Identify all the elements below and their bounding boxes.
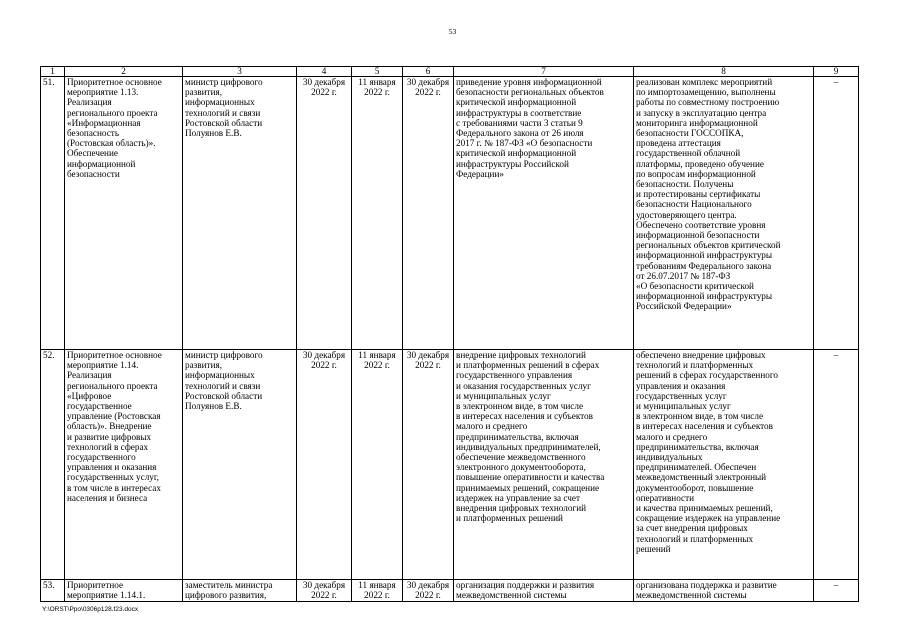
col-header: 6 [403,67,454,77]
reason-cell: – [814,350,859,580]
end-date-cell: 30 декабря 2022 г. [403,350,454,580]
col-header: 2 [65,67,183,77]
plan-date-cell: 30 декабря 2022 г. [297,350,352,580]
start-date-cell: 11 января 2022 г. [352,580,403,602]
row-number: 53. [41,580,65,602]
table-row [41,77,859,350]
responsible-cell: министр цифрового развития, информационных технологий и связи Ростовской области Полуянов Е.В. [183,77,297,350]
header-row [41,67,859,77]
row-number: 51. [41,77,65,350]
actual-result-cell: организована поддержка и развитие межведомственной системы [634,580,814,602]
measure-cell: Приоритетное основное мероприятие 1.14. Реализация регионального проекта «Цифровое государственное управление (Ростовская область)». Внедрение и развитие цифровых технологий в сферах государственного управления и оказания государственных услуг, в том числе в интересах населения и бизнеса [65,350,183,580]
report-table [40,66,859,602]
plan-date-cell: 30 декабря 2022 г. [297,77,352,350]
table-row [41,580,859,602]
file-path-footer: Y:\ORST\Ppo\0306p128.f23.docx [42,606,139,613]
expected-result-cell: организация поддержки и развития межведомственной системы [454,580,634,602]
end-date-cell: 30 декабря 2022 г. [403,580,454,602]
actual-result-cell: реализован комплекс мероприятий по импортозамещению, выполнены работы по совместному построению и запуску в эксплуатацию центра мониторинга информационной безопасности ГОССОПКА, проведена аттестация государственной облачной платформы, проведено обучение по вопросам информационной безопасности. Получены и протестированы сертификаты безопасности Национального удостоверяющего центра. Обеспечено соответствие уровня информационной безопасности региональных объектов критической информационной инфраструктуры требованиям Федерального закона от 26.07.2017 № 187-ФЗ «О безопасности критической информационной инфраструктуры Российской Федерации» [634,77,814,350]
plan-date-cell: 30 декабря 2022 г. [297,580,352,602]
expected-result-cell: приведение уровня информационной безопасности региональных объектов критической информационной инфраструктуры в соответствие с требованиями части 3 статьи 9 Федерального закона от 26 июля 2017 г. № 187-ФЗ «О безопасности критической информационной инфраструктуры Российской Федерации» [454,77,634,350]
start-date-cell: 11 января 2022 г. [352,350,403,580]
col-header: 4 [297,67,352,77]
end-date-cell: 30 декабря 2022 г. [403,77,454,350]
col-header: 8 [634,67,814,77]
col-header: 5 [352,67,403,77]
reason-cell: – [814,77,859,350]
col-header: 1 [41,67,65,77]
col-header: 3 [183,67,297,77]
responsible-cell: министр цифрового развития, информационных технологий и связи Ростовской области Полуянов Е.В. [183,350,297,580]
row-number: 52. [41,350,65,580]
actual-result-cell: обеспечено внедрение цифровых технологий и платформенных решений в сферах государственного управления и оказания государственных услуг и муниципальных услуг в электронном виде, в том числе в интересах населения и субъектов малого и среднего предпринимательства, включая индивидуальных предпринимателей. Обеспечен межведомственный электронный документооборот, повышение оперативности и качества принимаемых решений, сокращение издержек на управление за счет внедрения цифровых технологий и платформенных решений [634,350,814,580]
measure-cell: Приоритетное основное мероприятие 1.13. Реализация регионального проекта «Информационная безопасность (Ростовская область)». Обеспечение информационной безопасности [65,77,183,350]
expected-result-cell: внедрение цифровых технологий и платформенных решений в сферах государственного управления и оказания государственных услуг и муниципальных услуг в электронном виде, в том числе в интересах населения и субъектов малого и среднего предпринимательства, включая индивидуальных предпринимателей, обеспечение межведомственного электронного документооборота, повышение оперативности и качества принимаемых решений, сокращение издержек на управление за счет внедрения цифровых технологий и платформенных решений [454,350,634,580]
table-row [41,350,859,580]
responsible-cell: заместитель министра цифрового развития, [183,580,297,602]
reason-cell: – [814,580,859,602]
col-header: 9 [814,67,859,77]
measure-cell: Приоритетное мероприятие 1.14.1. [65,580,183,602]
start-date-cell: 11 января 2022 г. [352,77,403,350]
col-header: 7 [454,67,634,77]
page-number: 53 [448,27,457,36]
